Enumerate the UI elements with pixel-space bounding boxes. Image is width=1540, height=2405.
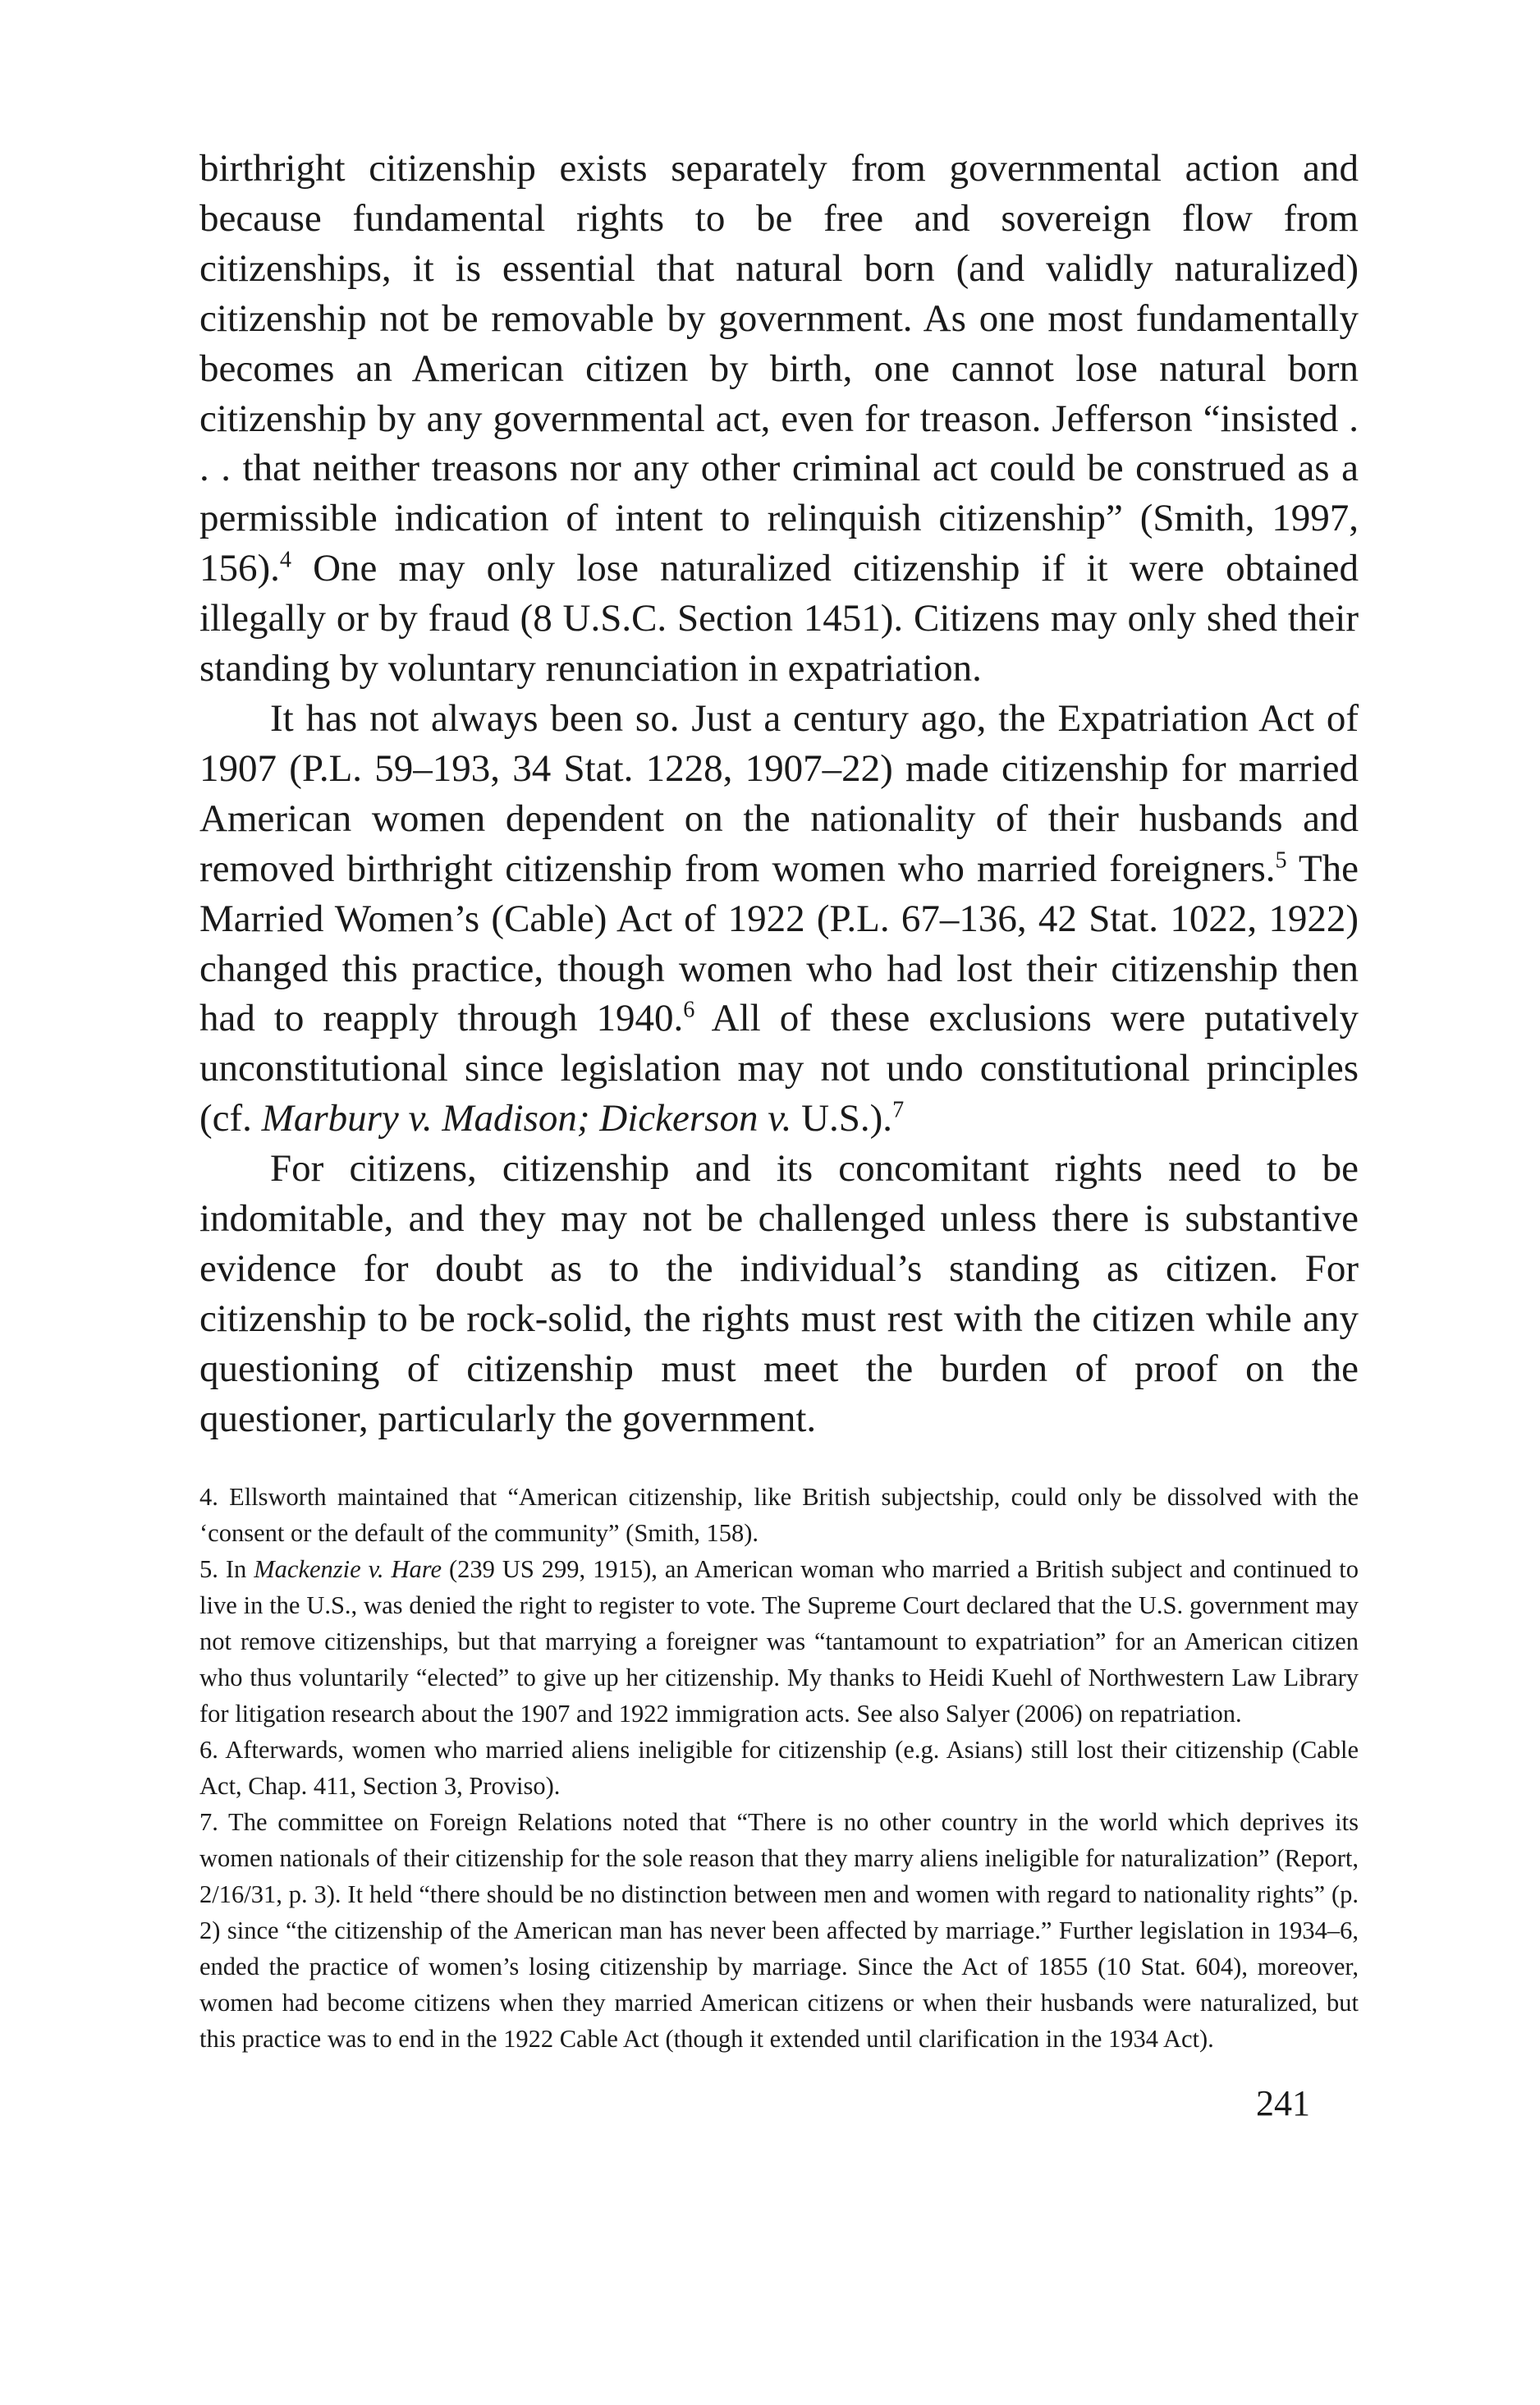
footnote-ref-4: 4: [279, 547, 291, 573]
page-number: 241: [1256, 2083, 1310, 2123]
paragraph-2-text-b: The Married Women’s (Cable) Act of 1922 (P.L. 67–136, 42 Stat. 1022, 1922) changed this practice, though women who had lost their citizenship then had to reapply through 1940.: [199, 847, 1359, 1040]
footnote-ref-6: 6: [683, 997, 695, 1023]
paragraph-1-text-a: birthright citizenship exists separately from governmental action and because fundamental rights to be free and sovereign flow from citizenships, it is essential that natural born (and validly naturalized) citizenship not be removable by government. As one most fundamentally becomes an American citizen by birth, one cannot lose natural born citizenship by any governmental act, even for treason. Jefferson “insisted . . . that neither treasons nor any other criminal act could be construed as a permissible indication of intent to relinquish citizenship” (Smith, 1997, 156).: [199, 147, 1359, 590]
case-citation: Marbury v. Madison; Dickerson v.: [261, 1097, 792, 1141]
book-page: [199, 144, 1359, 2057]
footnote-ref-5: 5: [1275, 847, 1287, 874]
body-text: [199, 144, 1359, 1444]
paragraph-1-text-b: One may only lose naturalized citizenship if it were obtained illegally or by fraud (8 U.S.C. Section 1451). Citizens may only shed their standing by voluntary renunciation in expatriation.: [199, 547, 1359, 691]
footnote-ref-7: 7: [892, 1097, 905, 1123]
footnotes: [199, 1479, 1359, 2057]
paragraph-2-text-a: It has not always been so. Just a century ago, the Expatriation Act of 1907 (P.L. 59–193, 34 Stat. 1228, 1907–22) made citizenship for married American women dependent on the nationality of their husbands and removed birthright citizenship from women who married foreigners.: [199, 696, 1359, 890]
footnote-5-text-b: (239 US 299, 1915), an American woman who married a British subject and continued to live in the U.S., was denied the right to register to vote. The Supreme Court declared that the U.S. government may not remove citizenships, but that marrying a foreigner was “tantamount to expatriation” for an American citizen who thus voluntarily “elected” to give up her citizenship. My thanks to Heidi Kuehl of Northwestern Law Library for litigation research about the 1907 and 1922 immigration acts. See also Salyer (2006) on repatriation.: [199, 1554, 1359, 1728]
footnote-4: 4. Ellsworth maintained that “American citizenship, like British subjectship, could only be dissolved with the ‘consent or the default of the community” (Smith, 158).: [199, 1482, 1359, 1547]
footnote-6: 6. Afterwards, women who married aliens ineligible for citizenship (e.g. Asians) still lost their citizenship (Cable Act, Chap. 411, Section 3, Proviso).: [199, 1735, 1359, 1800]
footnote-5-case: Mackenzie v. Hare: [254, 1554, 442, 1583]
paragraph-2: [199, 694, 1359, 1144]
footnote-5-text-a: 5. In: [199, 1554, 254, 1583]
paragraph-3: For citizens, citizenship and its concomitant rights need to be indomitable, and they may not be challenged unless there is substantive evidence for doubt as to the individual’s standing as citizen. For citizenship to be rock-solid, the rights must rest with the citizen while any questioning of citizenship must meet the burden of proof on the questioner, particularly the government.: [199, 1147, 1359, 1440]
footnote-5: [199, 1551, 1359, 1732]
paragraph-2-text-d: U.S.).: [791, 1097, 893, 1141]
footnote-7: 7. The committee on Foreign Relations noted that “There is no other country in the world which deprives its women nationals of their citizenship for the sole reason that they marry aliens ineligible for naturalization” (Report, 2/16/31, p. 3). It held “there should be no distinction between men and women with regard to nationality rights” (p. 2) since “the citizenship of the American man has never been affected by marriage.” Further legislation in 1934–6, ended the practice of women’s losing citizenship by marriage. Since the Act of 1855 (10 Stat. 604), moreover, women had become citizens when they married American citizens or when their husbands were naturalized, but this practice was to end in the 1922 Cable Act (though it extended until clarification in the 1934 Act).: [199, 1807, 1359, 2053]
paragraph-2-text-c: All of these exclusions were putatively unconstitutional since legislation may not undo constitutional principles (cf.: [199, 997, 1359, 1141]
paragraph-1: [199, 144, 1359, 694]
